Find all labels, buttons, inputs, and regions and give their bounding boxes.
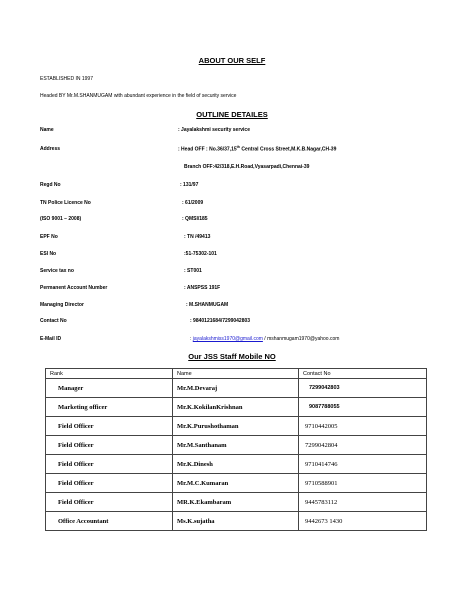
outline-title: OUTLINE DETAILES [196,110,268,119]
staff-rank: Field Officer [46,493,173,512]
staff-rank: Field Officer [46,417,173,436]
address-line-1: : Head OFF : No.36/37,15th Central Cross Street,M.K.B.Nagar,CH-39 [178,145,337,153]
contact-label: Contact No [40,318,67,324]
staff-rank: Manager [46,379,173,398]
pan-value: : ANSPSS 191F [184,285,221,291]
staff-rank: Field Officer [46,474,173,493]
police-licence-label: TN Police Licence No [40,200,91,206]
epf-value: : TN /49413 [184,234,211,240]
staff-contact: 7299042803 [299,379,427,398]
staff-name: Mr.M.Santhanam [173,436,299,455]
staff-contact: 9442673 1430 [299,512,427,531]
contact-value: : 9840121684/7299042803 [190,318,251,324]
staff-contact: 9710414746 [299,455,427,474]
staff-contact: 7299042804 [299,436,427,455]
staff-contact: 9087788055 [299,398,427,417]
header-rank: Rank [46,369,173,379]
header-name: Name [173,369,299,379]
staff-contact: 9445783112 [299,493,427,512]
regd-value: : 131/97 [180,182,199,188]
iso-value: : QMSI/185 [182,216,208,222]
md-label: Managing Director [40,302,84,308]
staff-name: Mr.K.KokilanKrishnan [173,398,299,417]
table-row [46,379,427,398]
table-row [46,455,427,474]
page-title: ABOUT OUR SELF [198,56,266,65]
staff-name: Mr.K.Purushothaman [173,417,299,436]
email-secondary: mshanmugam1970@yahoo.com [267,336,340,342]
staff-contact: 9710442005 [299,417,427,436]
iso-label: (ISO 9001 – 2008) [40,216,82,222]
address-label: Address [40,146,61,152]
staff-rank: Field Officer [46,455,173,474]
staff-contact: 9710588901 [299,474,427,493]
staff-rank: Office Accountant [46,512,173,531]
table-row [46,474,427,493]
staff-name: Mr.K.Dinesh [173,455,299,474]
staff-rank: Marketing officer [46,398,173,417]
email-label: E-Mail ID [40,336,62,342]
table-row [46,436,427,455]
esi-value: :51-75302-101 [184,251,217,257]
pan-label: Permanent Account Number [40,285,108,291]
staff-name: MR.K.Ekambaram [173,493,299,512]
address-line-2: Branch OFF:42/318,E.H.Road,Vyasarpadi,Chennai-39 [184,164,310,170]
regd-label: Regd No [40,182,61,188]
md-value: : M.SHANMUGAM [186,302,229,308]
email-link[interactable]: jayalakshmiss1970@gmail.com [192,336,263,342]
staff-rank: Field Officer [46,436,173,455]
staff-title: Our JSS Staff Mobile NO [188,352,276,361]
table-row [46,512,427,531]
staff-name: Mr.M.C.Kumaran [173,474,299,493]
service-tax-label: Service tax no [40,268,74,274]
service-tax-value: : ST001 [184,268,202,274]
name-value: : Jayalakshmi security service [178,127,250,133]
table-row [46,417,427,436]
table-row [46,398,427,417]
name-label: Name [40,127,54,133]
staff-table-header [46,369,427,379]
table-row [46,493,427,512]
established-line: ESTABLISHED IN 1997 [40,76,93,82]
headed-by-line: Headed BY Mr.M.SHANMUGAM with abundant experience in the field of security service [40,93,237,99]
staff-name: Mr.M.Devaraj [173,379,299,398]
staff-name: Ms.K.sujatha [173,512,299,531]
email-value: : jayalakshmiss1970@gmail.com / mshanmugam1970@yahoo.com [190,336,340,342]
esi-label: ESI No [40,251,57,257]
police-licence-value: : 61/2009 [182,200,204,206]
header-contact: Contact No [299,369,427,379]
staff-table [45,368,427,531]
epf-label: EPF No [40,234,58,240]
